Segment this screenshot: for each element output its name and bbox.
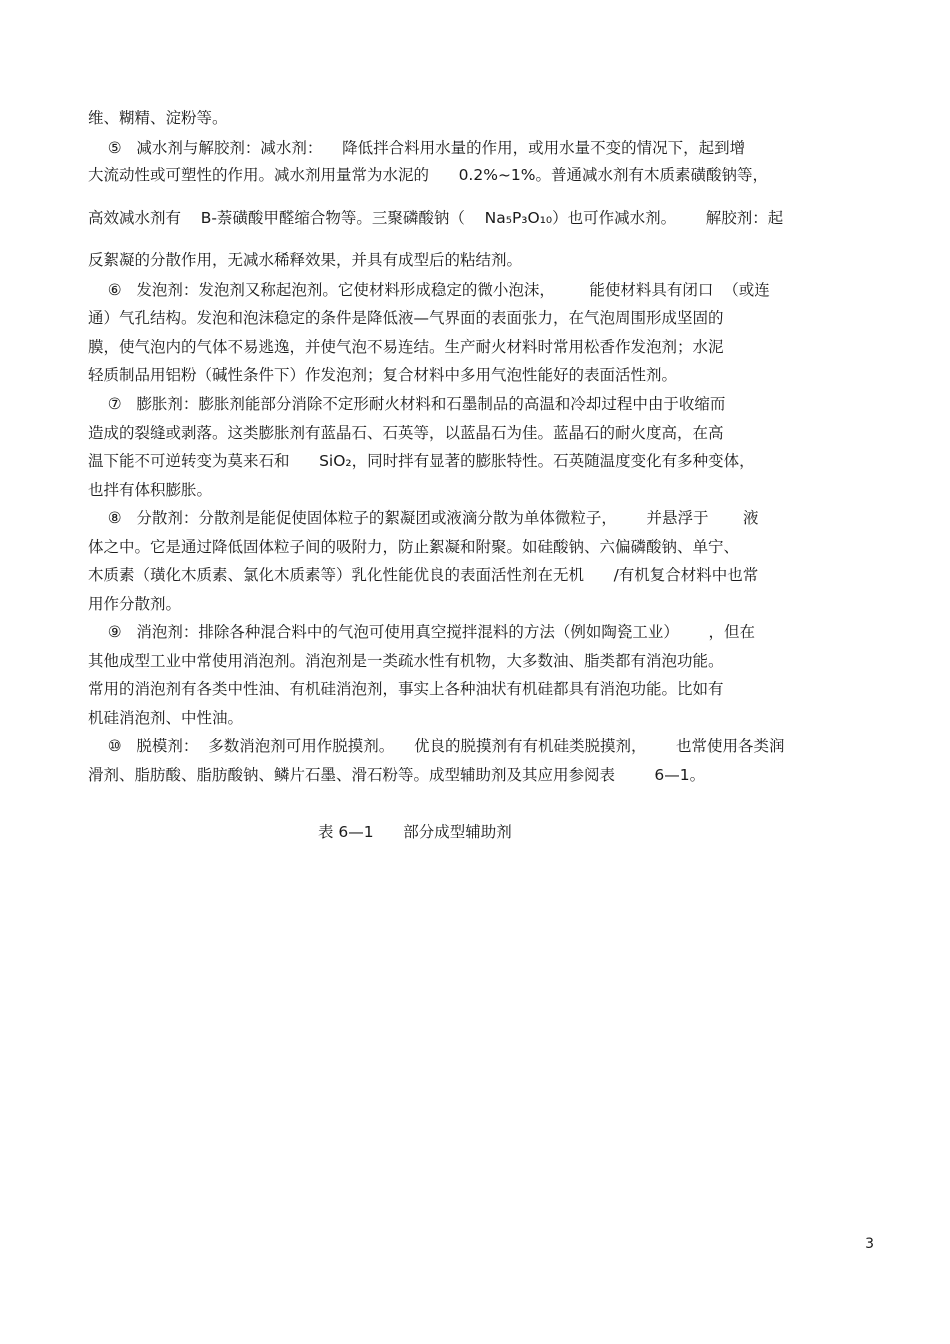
text-line: ⑧ 分散剂：分散剂是能促使固体粒子的絮凝团或液滴分散为单体微粒子， 并悬浮于 液 — [88, 509, 759, 527]
text-line: 大流动性或可塑性的作用。减水剂用量常为水泥的 0.2%~1%。普通减水剂有木质素磺酸钠等， — [88, 166, 769, 184]
text-line: ⑤ 减水剂与解胶剂：减水剂： 降低拌合料用水量的作用，或用水量不变的情况下，起到增 — [88, 139, 746, 157]
text-line: 膜，使气泡内的气体不易逃逸，并使气泡不易连结。生产耐火材料时常用松香作发泡剂；水泥 — [88, 338, 724, 356]
text-line: 木质素（璜化木质素、氯化木质素等）乳化性能优良的表面活性剂在无机 /有机复合材料中也常 — [88, 566, 759, 584]
text-line: ⑨ 消泡剂：排除各种混合料中的气泡可使用真空搅拌混料的方法（例如陶瓷工业） ，但在 — [88, 623, 755, 641]
text-line: 机硅消泡剂、中性油。 — [88, 709, 244, 727]
text-line: 维、糊精、淀粉等。 — [88, 109, 228, 127]
text-line: 也拌有体积膨胀。 — [88, 481, 213, 499]
text-line: 通）气孔结构。发泡和泡沫稳定的条件是降低液—气界面的表面张力，在气泡周围形成坚固的 — [88, 309, 724, 327]
text-line: ⑥ 发泡剂：发泡剂又称起泡剂。它使材料形成稳定的微小泡沫， 能使材料具有闭口 （或连 — [88, 281, 770, 299]
text-line: 其他成型工业中常使用消泡剂。消泡剂是一类疏水性有机物，大多数油、脂类都有消泡功能。 — [88, 652, 724, 670]
text-line: 轻质制品用铝粉（碱性条件下）作发泡剂；复合材料中多用气泡性能好的表面活性剂。 — [88, 366, 678, 384]
text-line: 体之中。它是通过降低固体粒子间的吸附力，防止絮凝和附聚。如硅酸钠、六偏磷酸钠、单宁、 — [88, 538, 740, 556]
text-line: ⑩ 脱模剂： 多数消泡剂可用作脱摸剂。 优良的脱摸剂有有机硅类脱摸剂， 也常使用各类润 — [88, 737, 785, 755]
text-line: 高效减水剂有 B-萘磺酸甲醛缩合物等。三聚磷酸钠（ Na₅P₃O₁₀）也可作减水剂。 解胶剂：起 — [88, 209, 784, 227]
text-line: 滑剂、脂肪酸、脂肪酸钠、鳞片石墨、滑石粉等。成型辅助剂及其应用参阅表 6—1。 — [88, 766, 706, 784]
text-line: 用作分散剂。 — [88, 595, 182, 613]
text-line: 造成的裂缝或剥落。这类膨胀剂有蓝晶石、石英等，以蓝晶石为佳。蓝晶石的耐火度高，在高 — [88, 424, 724, 442]
text-line: ⑦ 膨胀剂：膨胀剂能部分消除不定形耐火材料和石墨制品的高温和冷却过程中由于收缩而 — [88, 395, 726, 413]
text-line: 常用的消泡剂有各类中性油、有机硅消泡剂，事实上各种油状有机硅都具有消泡功能。比如有 — [88, 680, 724, 698]
text-line: 反絮凝的分散作用，无减水稀释效果，并具有成型后的粘结剂。 — [88, 251, 523, 269]
page-number: 3 — [865, 1236, 874, 1252]
table-caption: 表 6—1 部分成型辅助剂 — [318, 823, 512, 841]
text-line: 温下能不可逆转变为莫来石和 SiO₂，同时拌有显著的膨胀特性。石英随温度变化有多种变体， — [88, 452, 755, 470]
